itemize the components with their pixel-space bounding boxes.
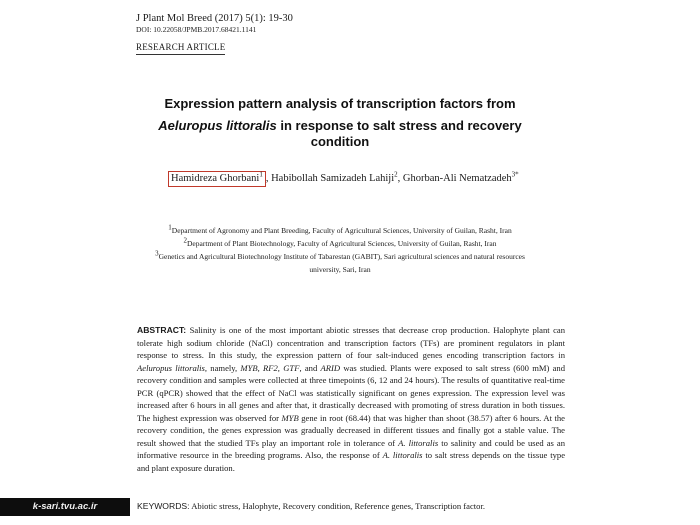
affiliation-3-text: Genetics and Agricultural Biotechnology Institute of Tabarestan (GABIT), Sari agricultural sciences and natural resources [158, 252, 525, 261]
author-3-affiliation: 3* [511, 170, 519, 179]
keywords [137, 500, 485, 512]
abstract-text: , [277, 362, 284, 373]
abstract-text: to salt stress depends on the tissue type and plant exposure duration. [137, 450, 566, 473]
abstract-text: , [257, 362, 263, 373]
gene-name: GTF [283, 362, 300, 373]
affiliation-3 [140, 251, 540, 262]
abstract-text: was studied. Plants were exposed to salt stress (600 mM) and recovery condition and samples were collected at three timepoints (6, 12 and 24 hours). The results of quantitative real-time PCR (qPCR) showed that the effect of NaCl was statistically significant on genes expression. The expression level was increased after 6 hours in all genes and after that, it drastically decreased with promoting of stress duration in both tissues. The highest expression was observed for [137, 362, 566, 423]
abstract-italic: Aeluropus littoralis [137, 362, 205, 373]
paper-title-line-1: Expression pattern analysis of transcription factors from [164, 96, 516, 111]
affiliation-3-marker: 3 [155, 249, 159, 258]
abstract-text: Salinity is one of the most important abiotic stresses that decrease crop production. Halophyte plant can tolerate high sodium chloride (NaCl) concentration and transcription factors (TFs) are prominent regulators in plant response to stress. In this study, the expression pattern of four salt-induced genes encoding transcription factors in [137, 325, 565, 360]
species-name: Aeluropus littoralis [158, 118, 277, 133]
gene-name: RF2 [263, 362, 278, 373]
title-rest: in response to salt stress and recovery condition [276, 118, 522, 149]
gene-name: MYB [281, 412, 299, 423]
abstract-text: , namely, [204, 362, 241, 373]
journal-citation: J Plant Mol Breed (2017) 5(1): 19-30 [136, 13, 293, 24]
abstract-heading: ABSTRACT: [137, 325, 187, 335]
affiliation-1-text: Department of Agronomy and Plant Breeding, Faculty of Agricultural Sciences, University of Guilan, Rasht, Iran [171, 226, 512, 235]
author-3-name: Ghorban-Ali Nematzadeh [402, 173, 512, 184]
abstract [137, 324, 565, 474]
doi[interactable]: DOI: 10.22058/JPMB.2017.68421.1141 [136, 25, 257, 34]
author-1-affiliation: 1 [259, 170, 263, 179]
affiliation-3-continued: university, Sari, Iran [309, 265, 371, 274]
author-list [168, 171, 519, 187]
keywords-heading: KEYWORDS: [137, 501, 190, 511]
author-2-affiliation: 2 [394, 170, 398, 179]
affiliation-2-marker: 2 [183, 236, 188, 245]
affiliation-1 [140, 225, 540, 236]
author-separator: , [397, 173, 403, 184]
highlighted-author [168, 171, 266, 187]
abstract-text: gene in root (68.44) that was higher than shoot (38.57) after 6 hours. At the recovery condition, the genes expression was gradually decreased in different tissues and finally got a stable value. The result showed that the studied TFs play an important role in tolerance of [137, 412, 565, 448]
keywords-text: Abiotic stress, Halophyte, Recovery condition, Reference genes, Transcription factor. [189, 501, 485, 511]
abstract-text: , and [299, 362, 321, 373]
affiliation-1-marker: 1 [168, 223, 172, 232]
gene-name: ARID [320, 362, 341, 373]
author-2-name: Habibollah Samizadeh Lahiji [271, 173, 395, 184]
article-type-label: RESEARCH ARTICLE [136, 42, 225, 55]
abstract-text: to salinity and could be used as an informative resource in the breeding programs. Also, the response of [137, 437, 566, 460]
author-1-name: Hamidreza Ghorbani [171, 173, 260, 184]
affiliation-2 [140, 238, 540, 249]
affiliation-2-text: Department of Plant Biotechnology, Faculty of Agricultural Sciences, University of Guilan, Rasht, Iran [187, 239, 497, 248]
site-watermark[interactable]: k-sari.tvu.ac.ir [0, 498, 130, 516]
abstract-italic: A. littoralis [382, 450, 423, 460]
author-separator: , [265, 173, 272, 184]
gene-name: MYB [240, 362, 258, 373]
abstract-italic: A. littoralis [398, 437, 439, 448]
paper-title-line-2 [130, 118, 550, 150]
